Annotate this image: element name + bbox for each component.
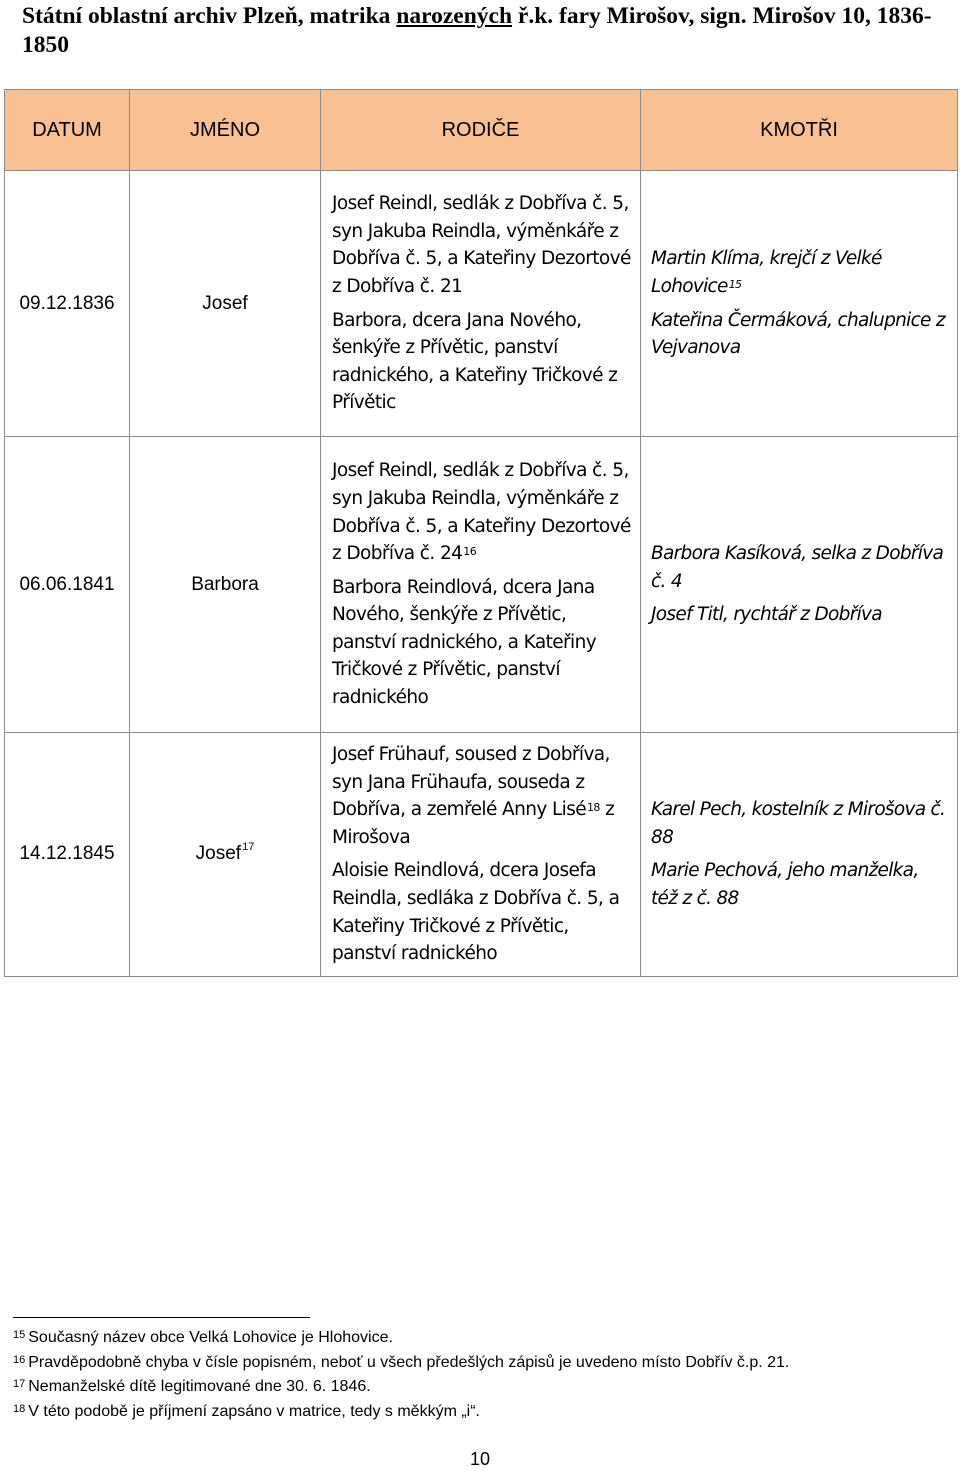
godparent-1: Barbora Kasíková, selka z Dobříva č. 4 (651, 543, 944, 592)
mother-entry: Barbora Reindlová, dcera Jana Nového, šenkýře z Přívětic, panství radnického, a Kateřiny Tričkové z Přívětic, panství radnického (332, 576, 597, 709)
footnote-number: 18 (13, 1402, 26, 1415)
cell-godparents (641, 733, 958, 977)
footnotes (13, 1326, 933, 1424)
father-text: Josef Frühauf, soused z Dobříva, syn Jana Frühaufa, souseda z Dobříva, a zemřelé Anny Lisé (332, 744, 610, 821)
godparent-2: Marie Pechová, jeho manželka, též z č. 88 (651, 860, 919, 909)
father-text: Josef Reindl, sedlák z Dobříva č. 5, syn Jakuba Reindla, výměnkáře z Dobříva č. 5, a Kateřiny Dezortové z Dobříva č. 21 (332, 193, 631, 297)
cell-date: 14.12.1845 (5, 733, 130, 977)
cell-godparents (641, 171, 958, 437)
footnote-text: Pravděpodobně chyba v čísle popisném, neboť u všech předešlých zápisů je uvedeno místo Dobřív č.p. 21. (28, 1353, 790, 1371)
cell-date: 09.12.1836 (5, 171, 130, 437)
cell-name (130, 437, 321, 733)
footnote-text: V této podobě je příjmení zapsáno v matrice, tedy s měkkým „i“. (28, 1402, 480, 1420)
cell-parents (321, 437, 641, 733)
godparent-2: Josef Titl, rychtář z Dobříva (651, 604, 882, 626)
godparent-1: Karel Pech, kostelník z Mirošova č. 88 (651, 799, 946, 848)
header-godparents: KMOTŘI (641, 90, 958, 171)
father-entry (332, 457, 632, 567)
godparent-2: Kateřina Čermáková, chalupnice z Vejvanova (651, 309, 945, 359)
footnote-text: Současný název obce Velká Lohovice je Hlohovice. (28, 1329, 393, 1346)
godparent-1 (651, 245, 949, 300)
cell-date: 06.06.1841 (5, 437, 130, 733)
cell-godparents (641, 437, 958, 733)
footnote (13, 1351, 933, 1376)
footnote (13, 1326, 933, 1351)
title-text-continued: ř.k. fary Mirošov, sign. Mirošov 10, 1836-1850 (22, 3, 932, 58)
footnote-number: 16 (13, 1353, 26, 1366)
child-name: Barbora (191, 573, 259, 595)
table-row (5, 733, 958, 977)
footnote-ref: 16 (463, 545, 477, 559)
footnote-number: 15 (13, 1329, 26, 1341)
footnote-ref: 17 (242, 841, 255, 854)
footnote-number: 17 (13, 1378, 26, 1390)
table-row (5, 437, 958, 733)
footnote-ref: 18 (587, 801, 600, 815)
header-name: JMÉNO (130, 90, 321, 171)
mother-entry: Aloisie Reindlová, dcera Josefa Reindla, sedláka z Dobříva č. 5, a Kateřiny Tričkové z Přívětic, panství radnického (332, 860, 620, 965)
title-text: Státní oblastní archiv Plzeň, matrika (22, 3, 397, 29)
father-text-continued: z Mirošova (332, 799, 615, 848)
table-header-row (5, 90, 958, 171)
cell-parents (321, 733, 641, 977)
mother-entry: Barbora, dcera Jana Nového, šenkýře z Přívětic, panství radnického, a Kateřiny Tričkové z Přívětic (332, 309, 618, 414)
title-underlined-word: narozených (396, 3, 513, 29)
register-table (4, 89, 958, 977)
footnote (13, 1400, 933, 1425)
cell-name (130, 171, 321, 437)
father-entry (332, 741, 632, 851)
footnote-ref: 15 (728, 277, 742, 291)
footnote-divider (13, 1317, 310, 1318)
header-date: DATUM (5, 90, 130, 171)
father-entry (332, 190, 632, 300)
cell-parents (321, 171, 641, 437)
child-name: Josef (202, 292, 248, 314)
table-row (5, 171, 958, 437)
godparent-1-text: Martin Klíma, krejčí z Velké Lohovice (651, 248, 882, 297)
child-name: Josef (195, 843, 242, 865)
page-number: 10 (469, 1449, 491, 1469)
document-title (22, 2, 942, 60)
footnote (13, 1375, 933, 1400)
header-parents: RODIČE (321, 90, 641, 171)
father-text: Josef Reindl, sedlák z Dobříva č. 5, syn Jakuba Reindla, výměnkáře z Dobříva č. 5, a Kateřiny Dezortové z Dobříva č. 24 (332, 460, 631, 565)
cell-name (130, 733, 321, 977)
footnote-text: Nemanželské dítě legitimované dne 30. 6. 1846. (28, 1378, 371, 1395)
